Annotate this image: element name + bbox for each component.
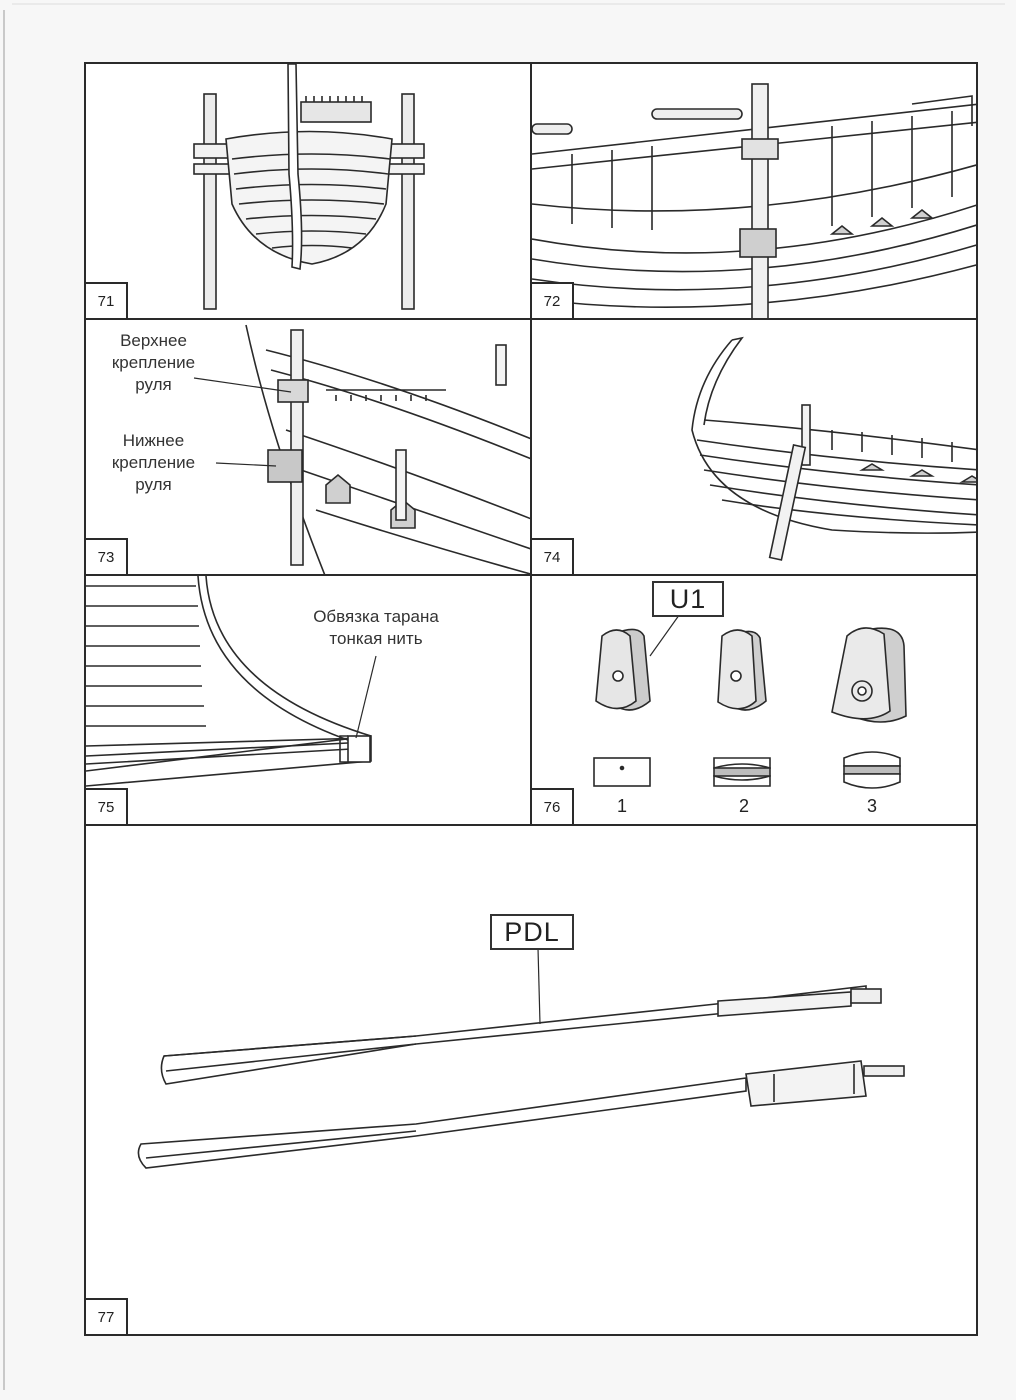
panel-number: 77 [84, 1298, 128, 1336]
panel-number: 76 [530, 788, 574, 826]
rudder-mount-side-illustration [532, 64, 978, 320]
panel-72 [530, 62, 978, 320]
panel-71 [84, 62, 532, 320]
lower-rudder-fitting-label: Нижнее крепление руля [111, 431, 196, 494]
panel-74 [530, 318, 978, 576]
stage-label: 1 [616, 796, 627, 816]
stage-label: 2 [738, 796, 749, 816]
ram-binding-label: Обвязка тарана тонкая нить [313, 607, 439, 648]
block-stages-illustration [532, 576, 978, 826]
boat-stern-view-illustration [86, 64, 532, 320]
stern-overview-illustration [532, 320, 978, 576]
panel-number: 73 [84, 538, 128, 576]
panel-number: 72 [530, 282, 574, 320]
upper-rudder-fitting-label: Верхнее крепление руля [111, 331, 196, 394]
part-tag-pdl: PDL [490, 914, 574, 950]
part-tag-u1: U1 [652, 581, 724, 617]
oars-illustration [86, 826, 978, 1336]
panel-75 [84, 574, 532, 826]
stage-label: 3 [866, 796, 877, 816]
panel-number: 75 [84, 788, 128, 826]
panel-77 [84, 824, 978, 1336]
panel-73 [84, 318, 532, 576]
panel-number: 71 [84, 282, 128, 320]
panel-76 [530, 574, 978, 826]
panel-number: 74 [530, 538, 574, 576]
